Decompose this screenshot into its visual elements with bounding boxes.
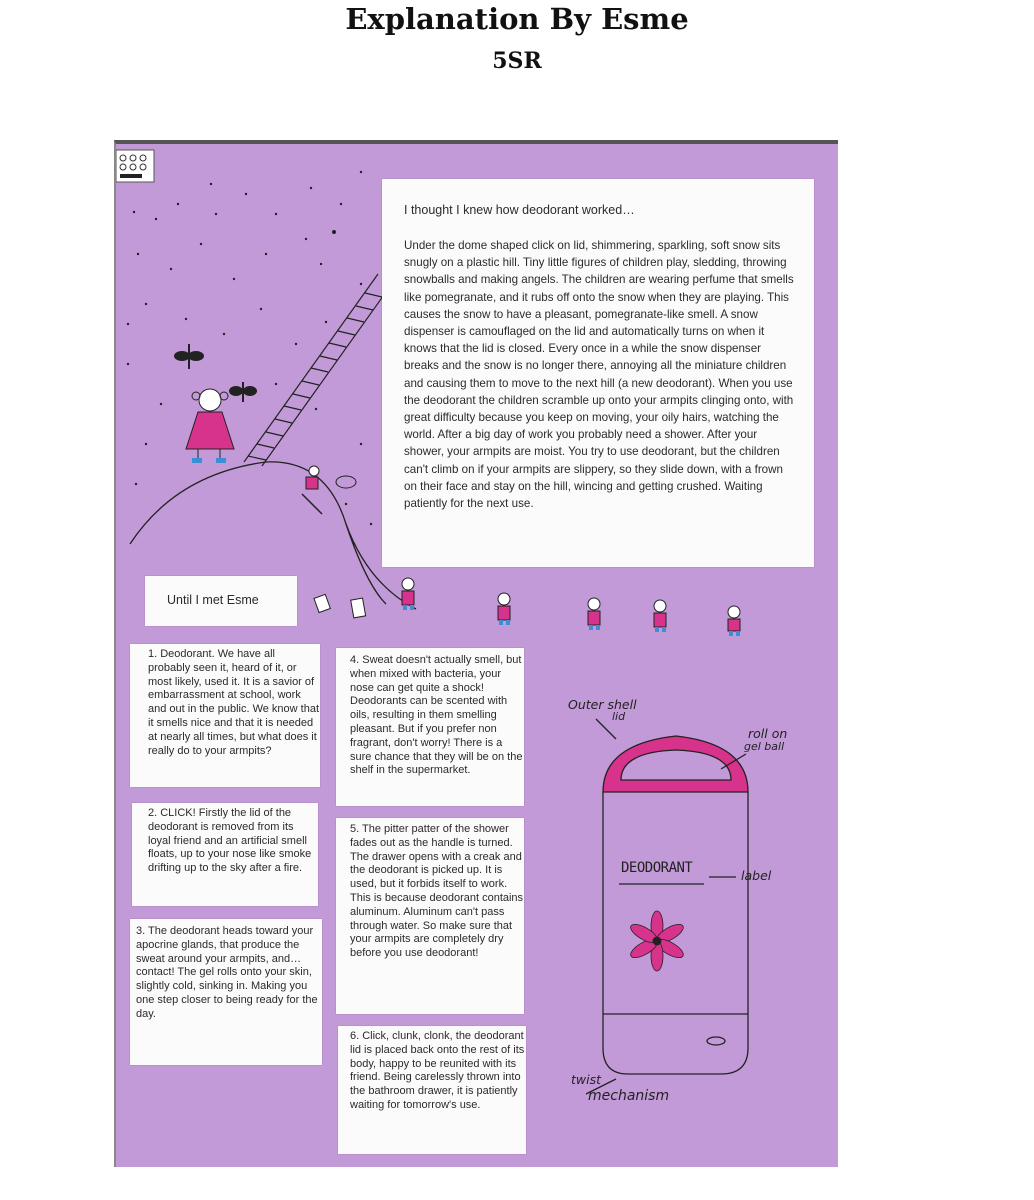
step-text: 6. Click, clunk, clonk, the deodorant lid is placed back onto the rest of its body, happy to be reunited with its friend. Being carelessly thrown into the bathroom drawer, it is patiently waiting for tomorrow's use. <box>350 1030 525 1111</box>
label-roll-on: roll on <box>748 726 788 741</box>
poster-sheet <box>114 140 838 1167</box>
step-card <box>336 818 524 1014</box>
deodorant-brand: DEODORANT <box>621 860 693 876</box>
step-text: 4. Sweat doesn't actually smell, but when mixed with bacteria, your nose can get quite a shock! Deodorants can be scented with oils, resulting in them smelling pleasant. But if you prefer non fragrant, don't worry! There is a sure chance that they will be on the shelf in the supermarket. <box>350 654 523 777</box>
page-subtitle: 5SR <box>492 48 542 74</box>
butterfly-icon <box>174 344 204 369</box>
step-card <box>130 644 320 787</box>
child-figure-icon <box>402 578 414 610</box>
story-body: Under the dome shaped click on lid, shimmering, sparkling, soft snow sits snugly on a plastic hill. Tiny little figures of children play, sledding, throwing snowballs and making angels. The children are wearing perfume that smells like pomegranate, and it rubs off onto the snow when they are playing. This causes the snow to have a pleasant, pomegranate-like smell. A snow dispenser is camouflaged on the lid and automatically turns on when it knows that the lid is closed. Every once in a while the snow dispenser breaks and the snow is no longer there, annoying all the miniature children and causing them to move to the next hill (a new deodorant). When you use the deodorant the children scramble up onto your armpits clinging onto, with great difficulty because you keep on moving, your oily hairs, watching the world. After a big day of work you probably need a shower. After your shower, your armpits are moist. You try to use deodorant, but the children can't climb on if your armpits are slippery, so they slide down, with a frown on their face and stay on the hill, wincing and getting crushed. Waiting patiently for the next use. <box>404 239 794 511</box>
label-outer-shell: Outer shell <box>568 697 637 712</box>
label-lid: lid <box>612 710 626 723</box>
step-text: 3. The deodorant heads toward your apocrine glands, that produce the sweat around your armpits, and… contact! The gel rolls onto your skin, slightly cold, sinking in. Making you one step closer to being ready for the day. <box>136 925 318 1020</box>
label-gel-ball: gel ball <box>744 740 785 753</box>
child-figure-icon <box>728 606 740 636</box>
label-mechanism: mechanism <box>588 1088 670 1104</box>
page-title: Explanation By Esme <box>345 2 689 36</box>
girl-figure-icon <box>186 389 234 463</box>
story-intro: I thought I knew how deodorant worked… <box>404 203 635 217</box>
snow-dots-icon <box>127 171 372 545</box>
story-card <box>382 179 814 567</box>
deodorant-diagram-icon <box>586 719 748 1094</box>
child-figure-icon <box>498 593 510 625</box>
step-text: 1. Deodorant. We have all probably seen it, heard of it, or most likely, used it. It is a savior of embarrassment at school, work and out in the public. We know that it smells nice and that it is needed at nearly all times, but what does it really do to your armpits? <box>148 648 320 757</box>
label-label: label <box>741 868 772 883</box>
transition-text: Until I met Esme <box>167 593 259 607</box>
step-text: 2. CLICK! Firstly the lid of the deodorant is removed from its loyal friend and an artificial smell floats, up to your nose like smoke drifting up to the sky after a fire. <box>148 807 312 875</box>
step-card <box>338 1026 526 1154</box>
child-figure-icon <box>654 600 666 632</box>
label-twist: twist <box>571 1072 602 1087</box>
bin-icon <box>314 594 366 618</box>
step-card <box>132 803 318 906</box>
butterfly-icon <box>229 382 257 402</box>
step-card <box>336 648 524 806</box>
step-card <box>130 919 322 1065</box>
child-figure-icon <box>588 598 600 630</box>
ladder-icon <box>244 274 386 466</box>
transition-card <box>145 576 297 626</box>
corner-badge-icon <box>116 150 154 182</box>
step-text: 5. The pitter patter of the shower fades out as the handle is turned. The drawer opens with a creak and the deodorant is picked up. It is used, but it forbids itself to work. This is because deodorant contains aluminum. Aluminum can't pass through water. So make sure that your armpits are completely dry before you use deodorant! <box>350 823 524 960</box>
